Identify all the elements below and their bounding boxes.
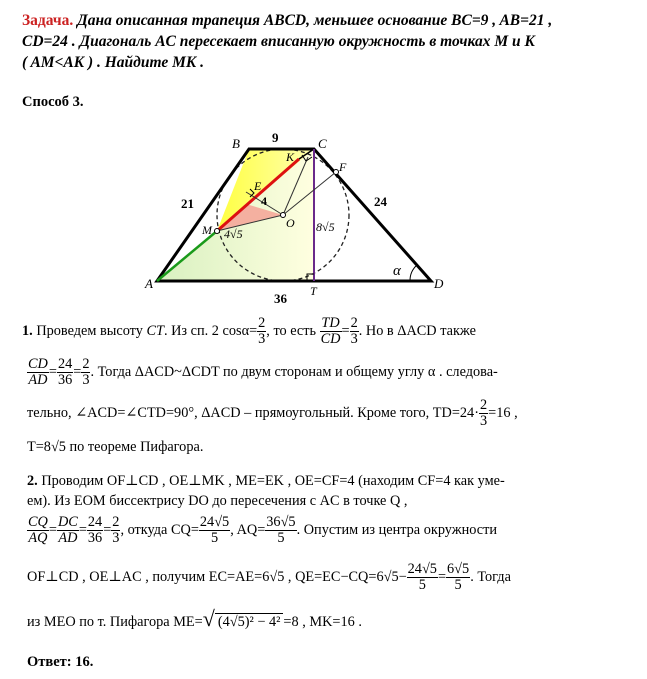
fraction: $\frac{36√5}{5}$ [266, 514, 296, 546]
step1-line-1 [22, 316, 476, 347]
fraction: $\frac{6√5}{5}$ [447, 561, 470, 593]
task-label: Задача. [22, 12, 74, 29]
fraction: $\frac{24}{36}$ [87, 514, 103, 546]
step2-text-3b: , AQ= [230, 521, 266, 538]
step1-text-d: , то есть [266, 322, 317, 339]
method-title: Способ 3. [22, 94, 84, 110]
trapezoid-figure [140, 128, 450, 306]
step1-text-ct: CT [146, 322, 164, 339]
fraction: $\frac{24}{36}$ [57, 356, 73, 388]
equals: = [48, 521, 57, 538]
step2-line-5 [27, 606, 362, 632]
step1-text-c: . Из сп. 2 cosα= [163, 322, 258, 339]
label-o: O [286, 216, 295, 230]
task-text-1: Дана описанная трапеция ABCD, меньшее основание BC=9 , AB=21 , [77, 12, 553, 29]
label-m: M [202, 223, 212, 237]
point-m [215, 229, 220, 234]
step1-line-4: T=8√5 по теореме Пифагора. [27, 439, 204, 455]
step2-text-5a: из MEO по т. Пифагора ME= [27, 614, 203, 630]
equals: = [341, 322, 350, 339]
angle-alpha-arc [410, 265, 417, 281]
label-cd-length: 24 [374, 194, 387, 209]
fraction: $\frac{2}{3}$ [350, 315, 358, 347]
fraction: $\frac{24√5}{5}$ [199, 514, 230, 546]
equals: = [73, 363, 82, 380]
fraction: $\frac{DC}{AD}$ [57, 514, 78, 546]
step2-line-4 [27, 562, 511, 593]
label-bc-length: 9 [272, 130, 279, 145]
label-b: B [232, 136, 240, 151]
label-me-length: 4√5 [224, 227, 243, 241]
step1-number: 1. [22, 322, 33, 339]
answer-label: Ответ: [27, 654, 72, 670]
fraction: $\frac{CQ}{AQ}$ [28, 514, 48, 546]
step2-text-4b: . Тогда [470, 568, 511, 585]
label-c: C [318, 136, 327, 151]
label-alpha: α [393, 263, 401, 279]
step1-text-3a: тельно, ∠ACD=∠CTD=90°, ΔACD – прямоугольный. Кроме того, TD=24· [27, 404, 479, 421]
step1-line-2 [27, 357, 498, 388]
step1-text-2: . Тогда ΔACD~ΔCDT по двум сторонам и общему углу α . следова- [90, 363, 498, 380]
step2-text-4a: OF⊥CD , OE⊥AC , получим EC=AE=6√5 , QE=EC−CQ=6√5− [27, 568, 407, 585]
fraction: $\frac{2}{3}$ [112, 514, 120, 546]
label-ab-length: 21 [181, 196, 194, 211]
answer [27, 654, 93, 671]
step1-text-a: Проведем высоту [36, 322, 143, 339]
step2-text-5b: =8 , MK=16 . [283, 614, 362, 630]
fraction: $\frac{CD}{AD}$ [28, 356, 48, 388]
label-ad-length: 36 [274, 291, 287, 306]
step2-line-1 [27, 471, 505, 491]
label-d: D [434, 276, 444, 291]
sqrt-radicand: (4√5)² − 4² [215, 613, 284, 630]
label-k: K [286, 150, 295, 164]
equals: = [103, 521, 112, 538]
step2-line-2: ем). Из EOM биссектрису DO до пересечения с AC в точке Q , [27, 493, 408, 509]
task-line-3: ( AM<AK ) . Найдите MK . [22, 54, 204, 71]
equals: = [437, 568, 447, 585]
step1-text-e: . Но в ΔACD также [358, 322, 476, 339]
step1-line-3 [27, 398, 518, 429]
step2-text-1: Проводим OF⊥CD , OE⊥MK , ME=EK , OE=CF=4 (находим CF=4 как уме- [41, 473, 505, 489]
task-line-1 [22, 10, 552, 31]
label-f: F [339, 160, 347, 174]
step2-number: 2. [27, 473, 38, 489]
label-a: A [145, 276, 153, 291]
sqrt-sign: √ [202, 606, 215, 631]
step2-text-3a: , откуда CQ= [120, 521, 199, 538]
label-oe-length: 4 [261, 194, 267, 208]
step2-line-3 [27, 515, 497, 546]
point-f [334, 170, 339, 175]
label-ct-length: 8√5 [316, 220, 335, 234]
point-o [281, 213, 286, 218]
equals: = [48, 363, 57, 380]
fraction: $\frac{2}{3}$ [258, 315, 266, 347]
fraction: $\frac{2}{3}$ [82, 356, 90, 388]
step1-text-3b: =16 , [488, 404, 518, 421]
label-t: T [310, 284, 317, 298]
label-e: E [254, 179, 262, 193]
equals: = [78, 521, 87, 538]
fraction: $\frac{2}{3}$ [479, 397, 488, 429]
fraction: $\frac{TD}{CD}$ [320, 315, 341, 347]
fraction: $\frac{24√5}{5}$ [407, 561, 437, 593]
task-line-2: CD=24 . Диагональ AC пересекает вписанную окружность в точках M и K [22, 33, 535, 50]
step2-text-3c: . Опустим из центра окружности [296, 521, 498, 538]
answer-value: 16. [75, 654, 94, 670]
